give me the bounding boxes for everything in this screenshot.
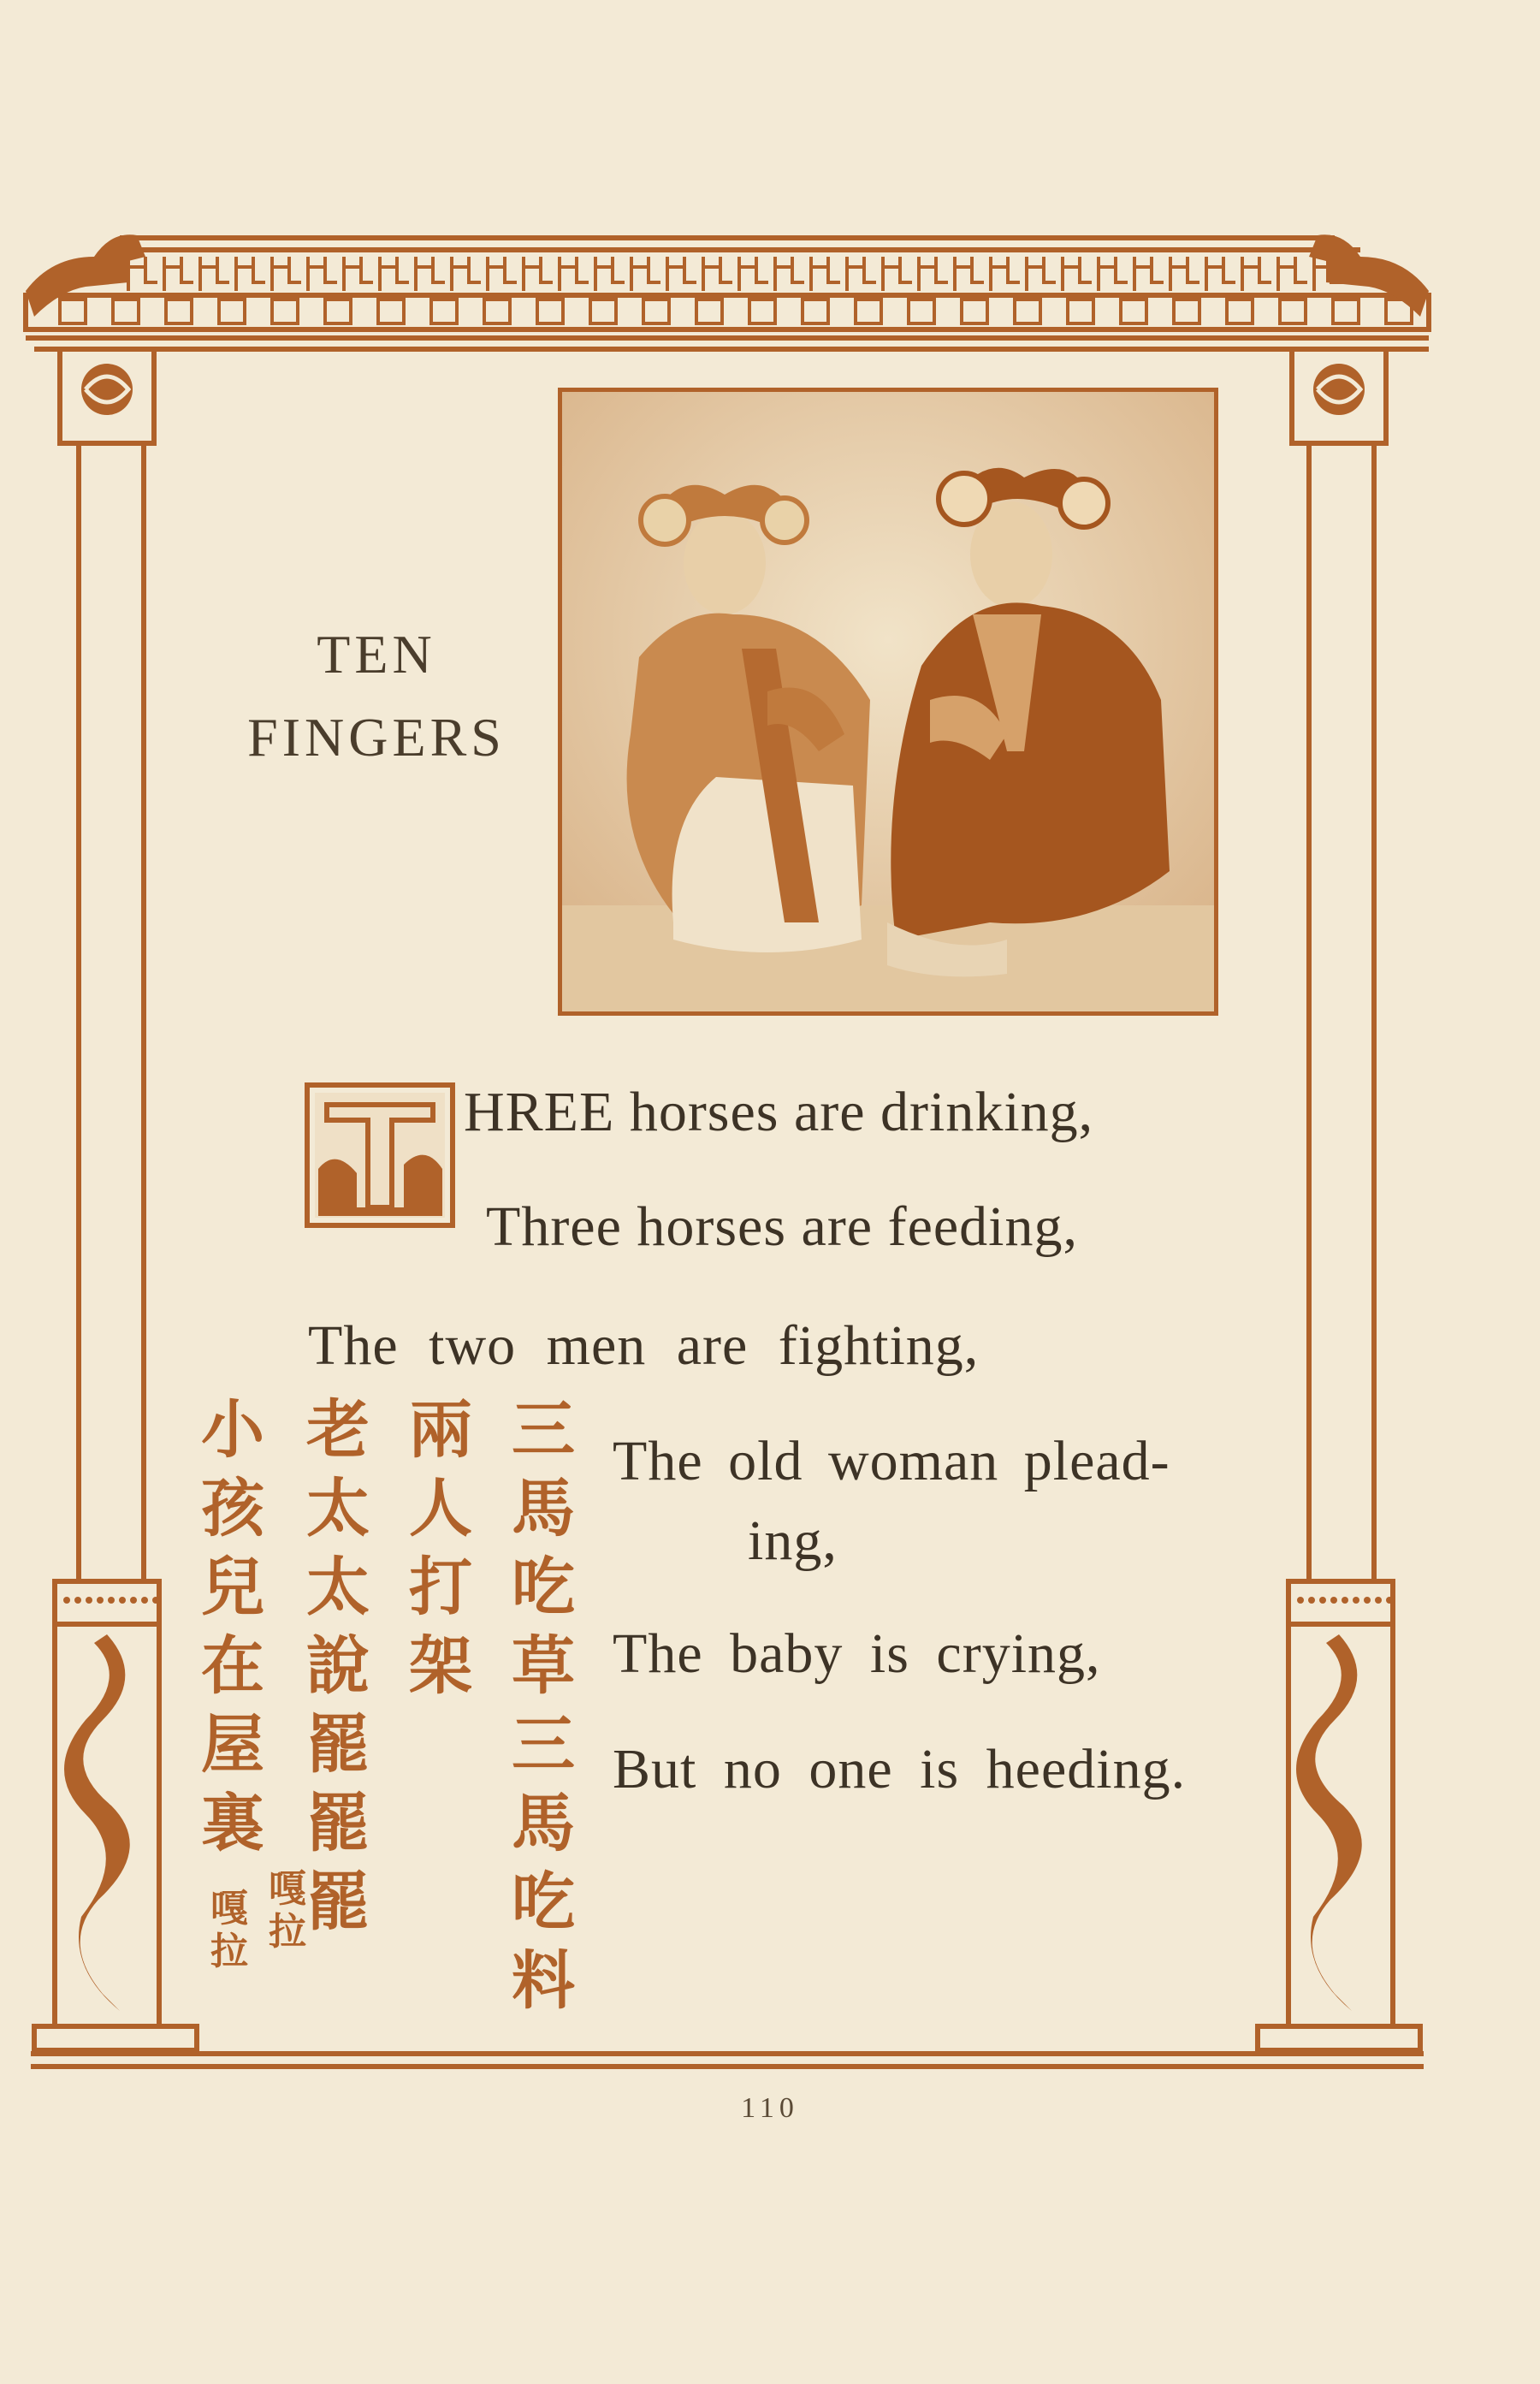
two-girls-photograph: [562, 392, 1214, 1011]
roof-tile: [883, 257, 912, 291]
chinese-character: 馬: [512, 1787, 575, 1860]
bead: [130, 1597, 137, 1604]
chinese-column-1: [500, 1391, 586, 2020]
bead: [74, 1597, 81, 1604]
bead: [1353, 1597, 1359, 1604]
bead: [108, 1597, 115, 1604]
roof-tile: [200, 257, 229, 291]
page-title-line-2: FINGERS: [247, 707, 506, 768]
roof-tile: [236, 257, 265, 291]
verse-line-4b: ing,: [748, 1509, 838, 1572]
chinese-character: 三: [512, 1393, 575, 1467]
chinese-character: 罷: [306, 1708, 370, 1782]
drop-cap-illustration: [305, 1082, 455, 1228]
verse-line-4a: The old woman plead-: [613, 1430, 1170, 1492]
roof-tile: [847, 257, 876, 291]
roof-tile: [452, 257, 481, 291]
chinese-character: 吃: [512, 1551, 575, 1624]
chinese-character: 嘎: [210, 1887, 248, 1930]
roof-tile: [524, 257, 553, 291]
chinese-character: 在: [201, 1629, 264, 1703]
roof-tile: [703, 257, 732, 291]
chinese-character: 架: [409, 1629, 472, 1703]
verse-line-1: HREE horses are drinking,: [464, 1081, 1094, 1143]
roof-tile: [1134, 257, 1164, 291]
chinese-small-column-left: [187, 1888, 272, 1973]
chinese-character: 拉: [210, 1930, 248, 1973]
bead: [119, 1597, 126, 1604]
roof-tile: [344, 257, 373, 291]
verse-line-2: Three horses are feeding,: [486, 1195, 1078, 1258]
chinese-column-2: [398, 1391, 483, 1705]
chinese-character: 兒: [201, 1551, 264, 1624]
chinese-character: 馬: [512, 1472, 575, 1545]
roof-tile: [955, 257, 984, 291]
chinese-character: 孩: [201, 1472, 264, 1545]
chinese-character: 草: [512, 1629, 575, 1703]
roof-tile: [595, 257, 625, 291]
verse-line-3: The two men are fighting,: [308, 1314, 980, 1377]
chinese-character: 罷: [306, 1787, 370, 1860]
roof-tile: [991, 257, 1020, 291]
roof-tile: [272, 257, 301, 291]
roof-tile: [1099, 257, 1128, 291]
roof-tile: [488, 257, 517, 291]
roof-tile: [380, 257, 409, 291]
roof-tile: [631, 257, 660, 291]
chinese-character: 打: [409, 1551, 472, 1624]
roof-tile: [416, 257, 445, 291]
bead: [1375, 1597, 1382, 1604]
chinese-character: 料: [512, 1944, 575, 2018]
chinese-character: 屋: [201, 1708, 264, 1782]
roof-tile: [1170, 257, 1199, 291]
bead: [97, 1597, 104, 1604]
chinese-column-3: [295, 1391, 381, 1942]
roof-tile: [811, 257, 840, 291]
roof-tile: [560, 257, 589, 291]
bead: [63, 1597, 70, 1604]
photograph: [558, 388, 1218, 1016]
roof-tile: [1063, 257, 1092, 291]
bead: [1308, 1597, 1315, 1604]
roof-tile: [128, 257, 157, 291]
chinese-column-4: [190, 1391, 275, 1863]
chinese-character: 兩: [409, 1393, 472, 1467]
roof-tile: [919, 257, 948, 291]
page-title-line-1: TEN: [317, 624, 436, 685]
roof-tile: [1206, 257, 1235, 291]
chinese-character: 拉: [269, 1910, 306, 1954]
chinese-character: 三: [512, 1708, 575, 1782]
roof-tile: [667, 257, 696, 291]
chinese-character: 太: [306, 1472, 370, 1545]
bead: [1330, 1597, 1337, 1604]
roof-tile: [1278, 257, 1307, 291]
roof-tile: [308, 257, 337, 291]
bead: [1342, 1597, 1348, 1604]
roof-tile: [1242, 257, 1271, 291]
roof-tile: [739, 257, 768, 291]
bead: [1364, 1597, 1371, 1604]
chinese-character: 罷: [306, 1865, 370, 1939]
roof-tile: [1027, 257, 1056, 291]
bead: [152, 1597, 159, 1604]
verse-line-5: The baby is crying,: [613, 1622, 1101, 1685]
page-number: 110: [741, 2092, 799, 2124]
roof-tile: [164, 257, 193, 291]
bead: [1297, 1597, 1304, 1604]
chinese-character: 吃: [512, 1865, 575, 1939]
bead: [1386, 1597, 1393, 1604]
bead: [86, 1597, 92, 1604]
bead: [1319, 1597, 1326, 1604]
chinese-character: 說: [306, 1629, 370, 1703]
chinese-character: 嘎: [269, 1867, 306, 1911]
chinese-character: 小: [201, 1393, 264, 1467]
verse-line-6: But no one is heeding.: [613, 1738, 1187, 1800]
chinese-character: 裏: [201, 1787, 264, 1860]
chinese-character: 人: [409, 1472, 472, 1545]
roof-tile: [775, 257, 804, 291]
chinese-character: 老: [306, 1393, 370, 1467]
chinese-character: 太: [306, 1551, 370, 1624]
bead: [141, 1597, 148, 1604]
